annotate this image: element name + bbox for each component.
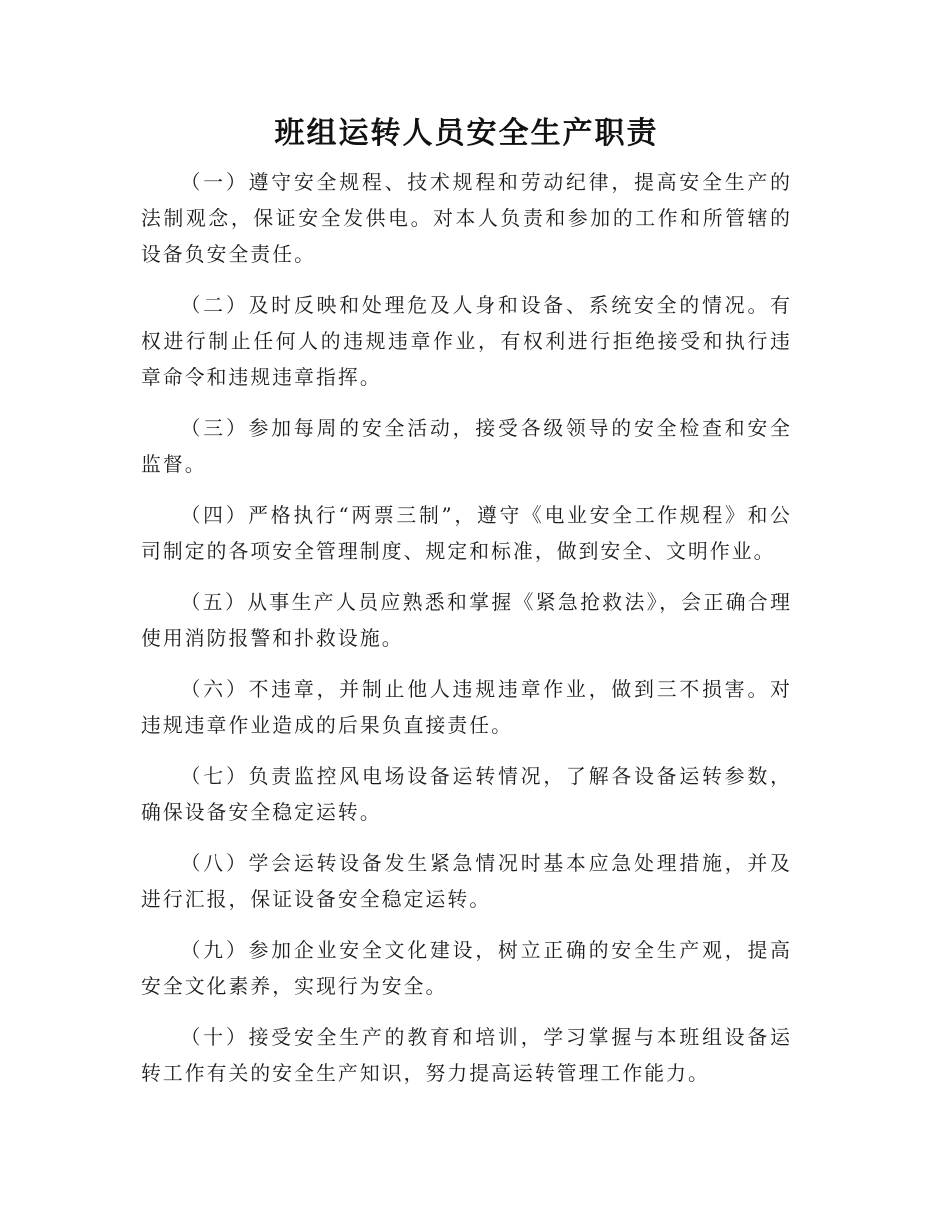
clause-list <box>141 165 792 1092</box>
clause-7: （七）负责监控风电场设备运转情况，了解各设备运转参数，确保设备安全稳定运转。 <box>141 765 792 824</box>
clause-1: （一）遵守安全规程、技术规程和劳动纪律，提高安全生产的法制观念，保证安全发供电。对本人负责和参加的工作和所管辖的设备负安全责任。 <box>141 171 792 266</box>
clause-5: （五）从事生产人员应熟悉和掌握《紧急抢救法》，会正确合理使用消防报警和扑救设施。 <box>141 591 792 650</box>
clause-3: （三）参加每周的安全活动，接受各级领导的安全检查和安全监督。 <box>141 417 792 476</box>
clause-6: （六）不违章，并制止他人违规违章作业，做到三不损害。对违规违章作业造成的后果负直接责任。 <box>141 678 792 737</box>
clause-8: （八）学会运转设备发生紧急情况时基本应急处理措施，并及进行汇报，保证设备安全稳定运转。 <box>141 852 792 911</box>
clause-4: （四）严格执行“两票三制”，遵守《电业安全工作规程》和公司制定的各项安全管理制度、规定和标准，做到安全、文明作业。 <box>141 504 792 563</box>
clause-10: （十）接受安全生产的教育和培训，学习掌握与本班组设备运转工作有关的安全生产知识，努力提高运转管理工作能力。 <box>141 1026 792 1085</box>
document-title: 班组运转人员安全生产职责 <box>274 116 659 151</box>
clause-9: （九）参加企业安全文化建设，树立正确的安全生产观，提高安全文化素养，实现行为安全。 <box>141 939 792 998</box>
clause-2: （二）及时反映和处理危及人身和设备、系统安全的情况。有权进行制止任何人的违规违章作业，有权利进行拒绝接受和执行违章命令和违规违章指挥。 <box>141 294 792 389</box>
